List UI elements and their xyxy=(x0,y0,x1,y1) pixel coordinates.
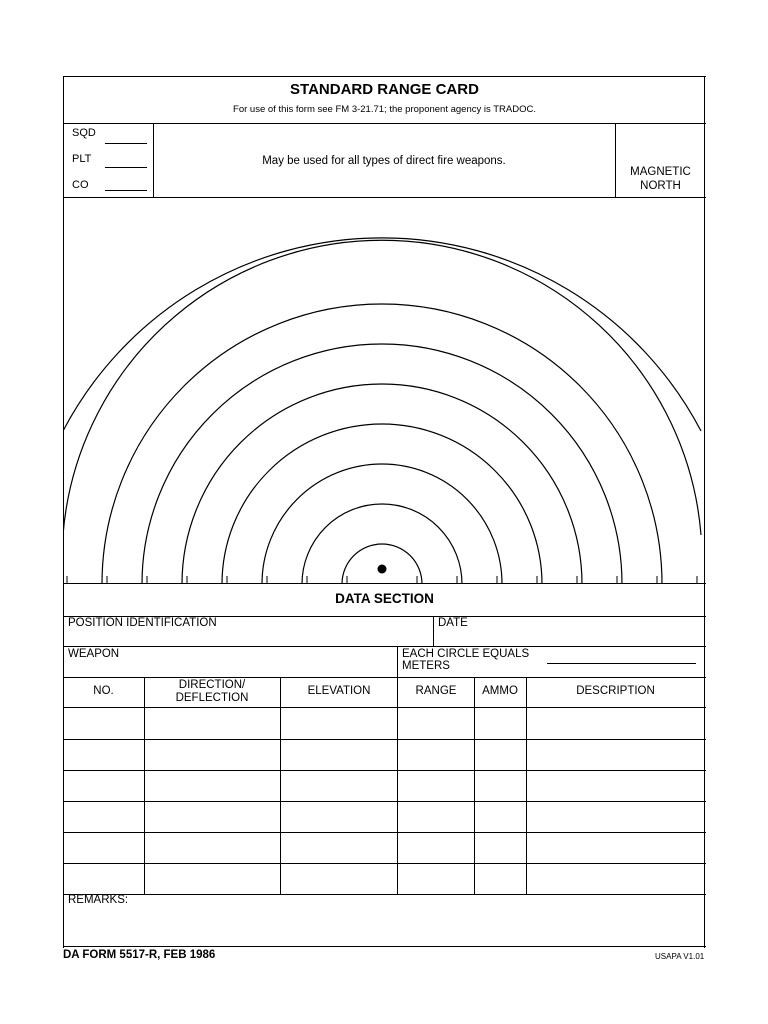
meters-label: METERS xyxy=(402,660,450,672)
co-label: CO xyxy=(72,179,89,191)
range-circles xyxy=(63,238,701,584)
circle-divider xyxy=(397,646,398,677)
date-divider xyxy=(433,616,434,647)
col-header-ammo: AMMO xyxy=(482,685,518,697)
remarks-field[interactable] xyxy=(64,908,704,945)
position-identification-label: POSITION IDENTIFICATION xyxy=(68,617,217,629)
header-row-bottom xyxy=(63,707,706,708)
table-row[interactable] xyxy=(64,709,704,738)
plt-field[interactable] xyxy=(105,167,147,168)
form-subtitle: For use of this form see FM 3-21.71; the proponent agency is TRADOC. xyxy=(233,104,536,115)
form-title: STANDARD RANGE CARD xyxy=(290,81,479,98)
remarks-label: REMARKS: xyxy=(68,894,129,906)
north-label: NORTH xyxy=(640,180,681,192)
magnetic-label: MAGNETIC xyxy=(630,166,691,178)
weapon-field[interactable] xyxy=(64,648,396,677)
table-bottom-line xyxy=(63,894,706,895)
range-circles-sketch[interactable] xyxy=(63,198,706,584)
col-header-direction: DIRECTION/ xyxy=(178,679,246,691)
data-section-title: DATA SECTION xyxy=(335,591,434,606)
col-header-range: RANGE xyxy=(415,685,457,697)
table-row[interactable] xyxy=(64,864,704,893)
range-circle-8 xyxy=(63,240,701,535)
position-row-bottom xyxy=(63,646,706,647)
col-header-elevation: ELEVATION xyxy=(307,685,371,697)
range-circle-1 xyxy=(342,544,422,584)
date-field[interactable] xyxy=(435,617,703,646)
col-header-no: NO. xyxy=(93,685,114,697)
col-header-deflection: DEFLECTION xyxy=(175,692,249,704)
each-circle-equals-label: EACH CIRCLE EQUALS xyxy=(402,648,530,660)
weapon-position-dot xyxy=(378,565,387,574)
table-row[interactable] xyxy=(64,802,704,831)
form-bottom-border xyxy=(63,946,706,947)
form-top-border xyxy=(63,76,706,77)
position-identification-field[interactable] xyxy=(64,617,432,646)
table-row[interactable] xyxy=(64,833,704,862)
weapon-label: WEAPON xyxy=(68,648,120,660)
plt-label: PLT xyxy=(72,153,92,165)
weapon-row-bottom xyxy=(63,677,706,678)
form-number: DA FORM 5517-R, FEB 1986 xyxy=(63,949,216,961)
usage-note: May be used for all types of direct fire weapons. xyxy=(262,155,506,167)
date-label: DATE xyxy=(438,617,468,629)
version-label: USAPA V1.01 xyxy=(655,952,705,961)
col-header-description: DESCRIPTION xyxy=(576,685,655,697)
header-divider xyxy=(63,123,706,124)
table-row[interactable] xyxy=(64,740,704,769)
sketch-baseline xyxy=(63,583,706,584)
table-row[interactable] xyxy=(64,771,704,800)
range-circle-5 xyxy=(182,384,582,584)
sqd-field[interactable] xyxy=(105,143,147,144)
each-circle-equals-field[interactable] xyxy=(547,663,696,664)
sqd-label: SQD xyxy=(72,127,96,139)
range-circle-9 xyxy=(63,238,701,431)
co-field[interactable] xyxy=(105,190,147,191)
